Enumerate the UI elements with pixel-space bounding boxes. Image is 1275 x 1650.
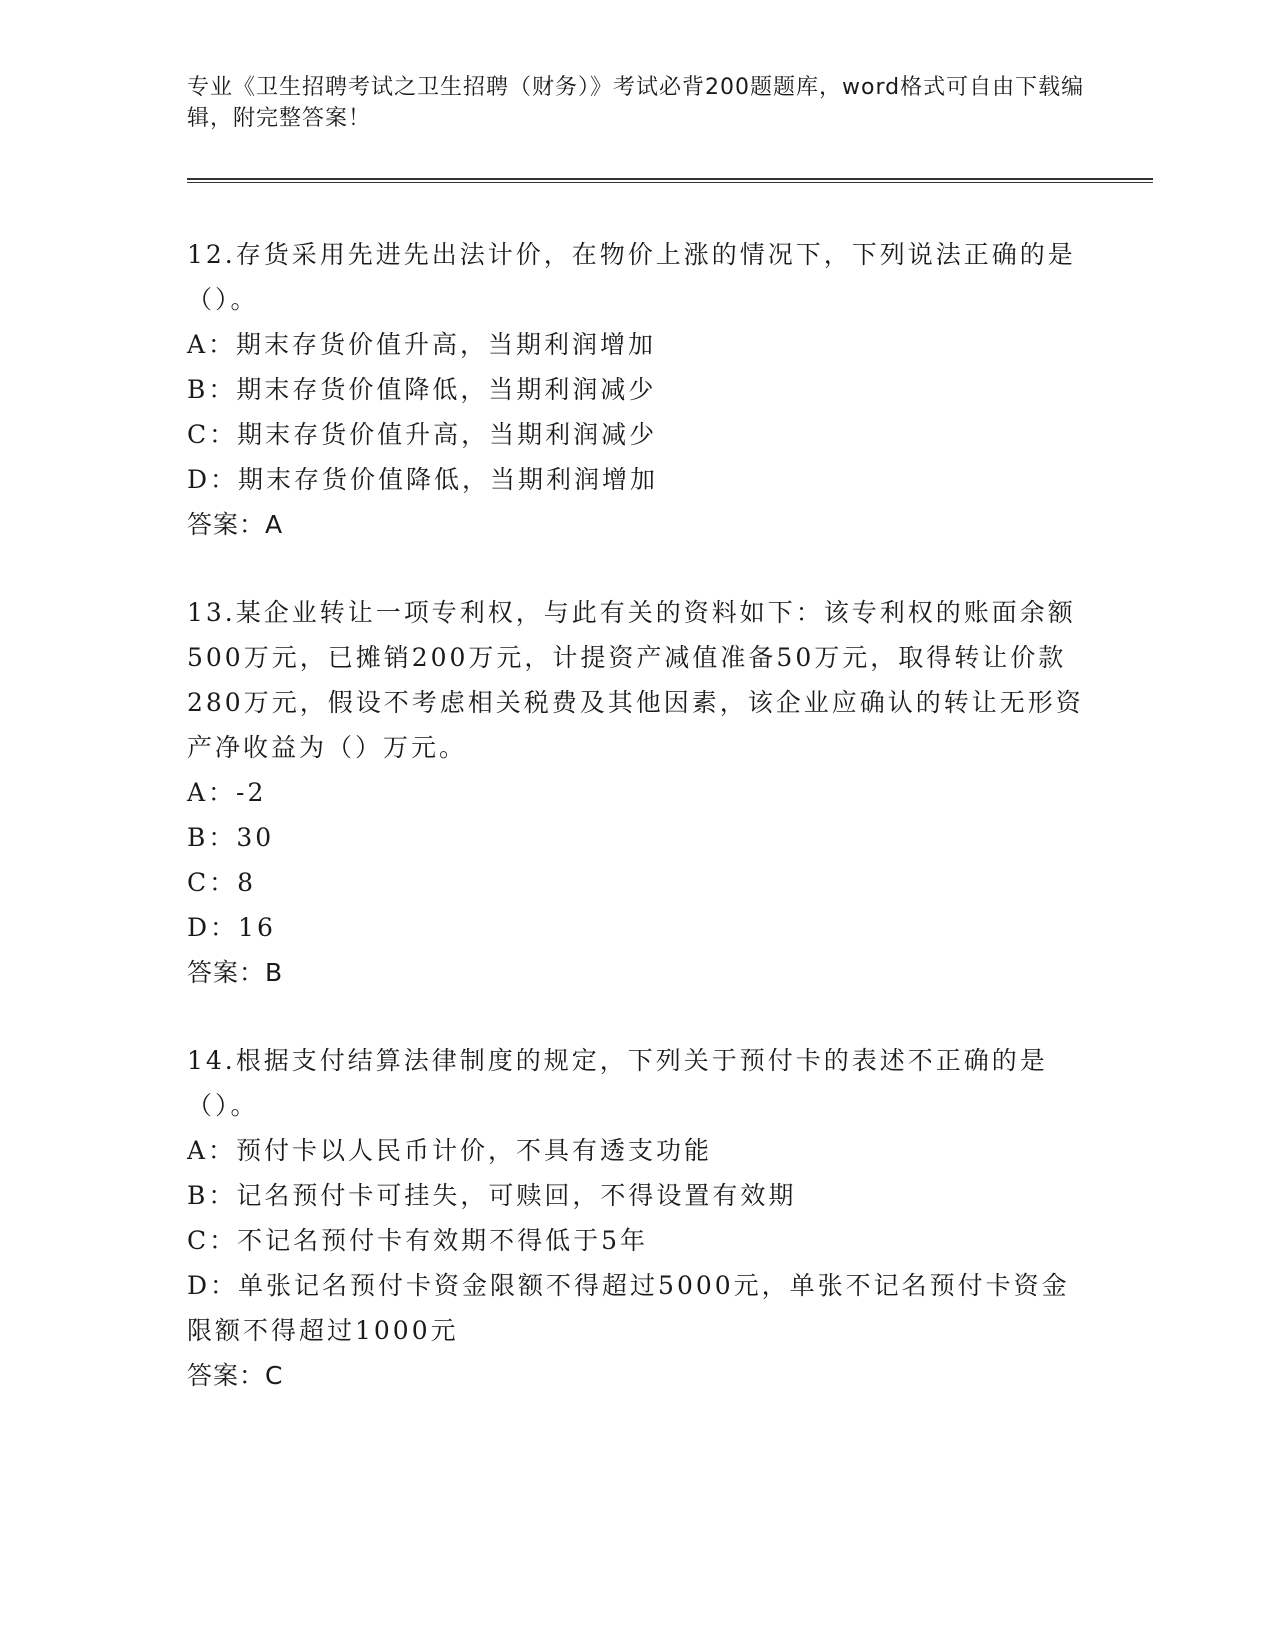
option-a: A：-2 — [187, 778, 267, 807]
question-14 — [187, 1038, 1087, 1398]
header-divider — [187, 178, 1153, 183]
option-c: C：期末存货价值升高，当期利润减少 — [187, 420, 658, 449]
question-13 — [187, 590, 1087, 995]
answer: 答案：A — [187, 510, 284, 539]
option-c: C：8 — [187, 868, 257, 897]
option-a: A：期末存货价值升高，当期利润增加 — [187, 330, 657, 359]
question-list — [187, 232, 1087, 1441]
document-header: 专业《卫生招聘考试之卫生招聘（财务）》考试必背200题题库，word格式可自由下载编辑，附完整答案！ — [187, 75, 1085, 131]
option-b: B：期末存货价值降低，当期利润减少 — [187, 375, 657, 404]
option-a: A：预付卡以人民币计价，不具有透支功能 — [187, 1136, 713, 1165]
option-d: D：单张记名预付卡资金限额不得超过5000元，单张不记名预付卡资金限额不得超过1000元 — [187, 1271, 1070, 1345]
question-text: 14.根据支付结算法律制度的规定，下列关于预付卡的表述不正确的是（）。 — [187, 1046, 1048, 1120]
option-b: B：30 — [187, 823, 275, 852]
option-d: D：期末存货价值降低，当期利润增加 — [187, 465, 659, 494]
question-text: 12.存货采用先进先出法计价，在物价上涨的情况下，下列说法正确的是（）。 — [187, 240, 1076, 314]
option-d: D：16 — [187, 913, 276, 942]
option-b: B：记名预付卡可挂失，可赎回，不得设置有效期 — [187, 1181, 797, 1210]
option-c: C：不记名预付卡有效期不得低于5年 — [187, 1226, 649, 1255]
question-text: 13.某企业转让一项专利权，与此有关的资料如下：该专利权的账面余额500万元，已摊销200万元，计提资产减值准备50万元，取得转让价款280万元，假设不考虑相关税费及其他因素，该企业应确认的转让无形资产净收益为（）万元。 — [187, 598, 1084, 762]
answer: 答案：B — [187, 958, 284, 987]
answer: 答案：C — [187, 1361, 284, 1390]
question-12 — [187, 232, 1087, 547]
